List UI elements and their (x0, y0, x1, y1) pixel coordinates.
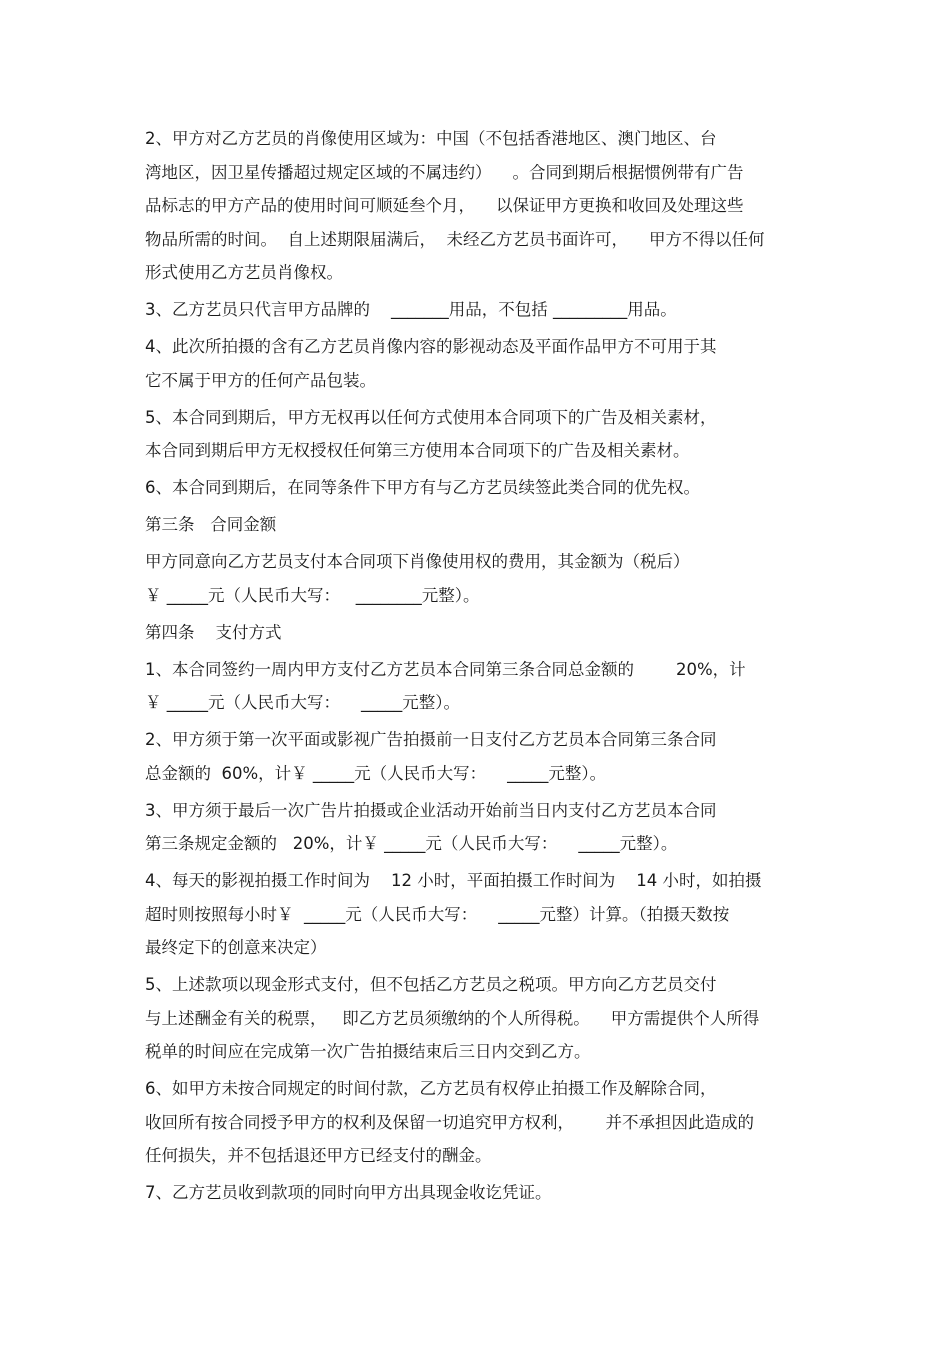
paragraph-a4-p7 (145, 1176, 815, 1210)
text-line: 1、本合同签约一周内甲方支付乙方艺员本合同第三条合同总金额的 20%，计 (145, 659, 746, 679)
text-line: 第四条 支付方式 (145, 622, 282, 642)
text-line: 4、每天的影视拍摄工作时间为 12 小时，平面拍摄工作时间为 14 小时，如拍摄 (145, 871, 762, 890)
contract-body (145, 122, 815, 1210)
text-line: 3、甲方须于最后一次广告片拍摄或企业活动开始前当日内支付乙方艺员本合同 (145, 800, 717, 820)
text-line: 2、甲方对乙方艺员的肖像使用区域为：中国（不包括香港地区、澳门地区、台 (145, 129, 717, 148)
text-line: 2、甲方须于第一次平面或影视广告拍摄前一日支付乙方艺员本合同第三条合同 (145, 730, 717, 749)
text-line: 3、乙方艺员只代言甲方品牌的 _______用品，不包括 _________用品。 (145, 300, 677, 319)
text-line: 收回所有按合同授予甲方的权利及保留一切追究甲方权利， 并不承担因此造成的 (145, 1112, 754, 1132)
text-line: 4、此次所拍摄的含有乙方艺员肖像内容的影视动态及平面作品甲方不可用于其 (145, 337, 717, 356)
text-line: 6、如甲方未按合同规定的时间付款，乙方艺员有权停止拍摄工作及解除合同， (145, 1079, 717, 1098)
text-line: 湾地区，因卫星传播超过规定区域的不属违约） 。合同到期后根据惯例带有广告 (145, 162, 744, 182)
paragraph-p2-region (145, 122, 815, 290)
paragraph-p6-renewal (145, 471, 815, 505)
text-line: 5、上述款项以现金形式支付，但不包括乙方艺员之税项。甲方向乙方艺员交付 (145, 975, 717, 994)
paragraph-a4-p5 (145, 968, 815, 1069)
paragraph-article3-body (145, 545, 815, 612)
text-line: 它不属于甲方的任何产品包装。 (145, 370, 376, 390)
text-line: ￥ _____元（人民币大写： ________元整）。 (145, 585, 480, 605)
paragraph-a4-p1 (145, 653, 815, 720)
text-line: 总金额的 60%，计￥ _____元（人民币大写： _____元整）。 (145, 763, 607, 783)
text-line: 5、本合同到期后，甲方无权再以任何方式使用本合同项下的广告及相关素材， (145, 407, 717, 427)
text-line: 最终定下的创意来决定） (145, 938, 327, 957)
paragraph-p4-packaging (145, 330, 815, 397)
text-line: 第三条 合同金额 (145, 515, 277, 534)
paragraph-p5-expiry (145, 401, 815, 468)
paragraph-a4-p6 (145, 1072, 815, 1173)
text-line: 形式使用乙方艺员肖像权。 (145, 263, 343, 282)
paragraph-article3-heading (145, 508, 815, 542)
text-line: 第三条规定金额的 20%，计￥ _____元（人民币大写： _____元整）。 (145, 834, 678, 853)
paragraph-article4-heading (145, 616, 815, 650)
text-line: 任何损失，并不包括退还甲方已经支付的酬金。 (145, 1146, 492, 1165)
text-line: 品标志的甲方产品的使用时间可顺延叁个月， 以保证甲方更换和收回及处理这些 (145, 196, 744, 215)
paragraph-p3-brand (145, 293, 815, 327)
contract-page (145, 122, 815, 1213)
paragraph-a4-p2 (145, 723, 815, 790)
paragraph-a4-p3 (145, 794, 815, 861)
paragraph-a4-p4 (145, 864, 815, 965)
text-line: 超时则按照每小时￥ _____元（人民币大写： _____元整）计算。（拍摄天数按 (145, 904, 730, 924)
text-line: 物品所需的时间。 自上述期限届满后， 未经乙方艺员书面许可， 甲方不得以任何 (145, 229, 765, 249)
text-line: 税单的时间应在完成第一次广告拍摄结束后三日内交到乙方。 (145, 1042, 591, 1061)
text-line: ￥ _____元（人民币大写： _____元整）。 (145, 693, 460, 712)
text-line: 本合同到期后甲方无权授权任何第三方使用本合同项下的广告及相关素材。 (145, 441, 690, 460)
text-line: 7、乙方艺员收到款项的同时向甲方出具现金收讫凭证。 (145, 1183, 552, 1202)
text-line: 甲方同意向乙方艺员支付本合同项下肖像使用权的费用，其金额为（税后） (145, 552, 690, 571)
text-line: 与上述酬金有关的税票， 即乙方艺员须缴纳的个人所得税。 甲方需提供个人所得 (145, 1008, 760, 1028)
text-line: 6、本合同到期后，在同等条件下甲方有与乙方艺员续签此类合同的优先权。 (145, 478, 700, 497)
